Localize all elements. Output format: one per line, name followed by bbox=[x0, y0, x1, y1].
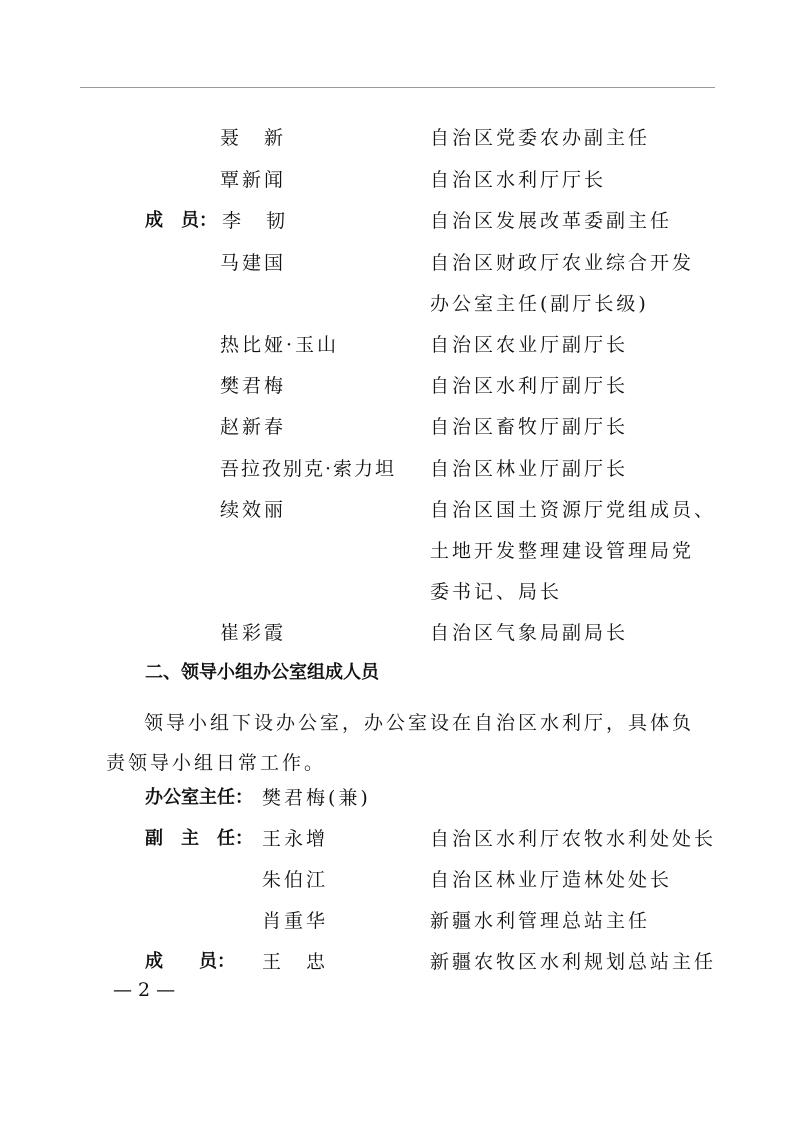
member-title: 自治区水利厅副厅长 bbox=[430, 375, 629, 397]
section-heading: 二、领导小组办公室组成人员 bbox=[145, 662, 379, 683]
member-name: 热比娅·玉山 bbox=[220, 334, 340, 356]
deputy-title: 新疆水利管理总站主任 bbox=[430, 910, 651, 932]
members-label: 成 员： bbox=[145, 210, 217, 231]
leader-name: 覃新闻 bbox=[220, 169, 287, 191]
member-title: 自治区财政厅农业综合开发 bbox=[430, 252, 695, 274]
member-name: 赵新春 bbox=[220, 416, 287, 438]
member-title: 委书记、局长 bbox=[430, 581, 563, 603]
office-director-value: 樊君梅(兼) bbox=[262, 787, 371, 809]
leader-name: 聂 新 bbox=[220, 127, 287, 149]
office-director-label: 办公室主任： bbox=[145, 787, 253, 808]
member-title: 办公室主任(副厅长级) bbox=[430, 293, 649, 315]
deputy-name: 肖重华 bbox=[262, 910, 329, 932]
deputy-name: 朱伯江 bbox=[262, 869, 329, 891]
page-number: — 2 — bbox=[113, 979, 176, 1001]
header-rule bbox=[80, 87, 715, 88]
member-title: 自治区畜牧厅副厅长 bbox=[430, 416, 629, 438]
leader-title: 自治区党委农办副主任 bbox=[430, 127, 651, 149]
member-title: 自治区气象局副局长 bbox=[430, 622, 629, 644]
office-member-name: 王 忠 bbox=[262, 951, 329, 973]
member-name: 吾拉孜别克·索力坦 bbox=[220, 458, 397, 480]
office-member-title: 新疆农牧区水利规划总站主任 bbox=[430, 951, 717, 973]
section-paragraph: 领导小组下设办公室，办公室设在自治区水利厅，具体负责领导小组日常工作。 bbox=[106, 712, 695, 774]
deputy-name: 王永增 bbox=[262, 828, 329, 850]
deputy-label: 副 主 任： bbox=[145, 828, 253, 849]
member-name: 续效丽 bbox=[220, 499, 287, 521]
member-title: 自治区林业厅副厅长 bbox=[430, 458, 629, 480]
member-name: 马建国 bbox=[220, 252, 287, 274]
deputy-title: 自治区水利厅农牧水利处处长 bbox=[430, 828, 717, 850]
office-members-label: 成 员： bbox=[145, 951, 235, 972]
member-title: 自治区国土资源厅党组成员、 bbox=[430, 499, 717, 521]
member-name: 樊君梅 bbox=[220, 375, 287, 397]
member-title: 土地开发整理建设管理局党 bbox=[430, 540, 695, 562]
member-name: 崔彩霞 bbox=[220, 622, 287, 644]
deputy-title: 自治区林业厅造林处处长 bbox=[430, 869, 673, 891]
member-name: 李 韧 bbox=[222, 210, 289, 232]
member-title: 自治区农业厅副厅长 bbox=[430, 334, 629, 356]
member-title: 自治区发展改革委副主任 bbox=[430, 210, 673, 232]
leader-title: 自治区水利厅厅长 bbox=[430, 169, 607, 191]
